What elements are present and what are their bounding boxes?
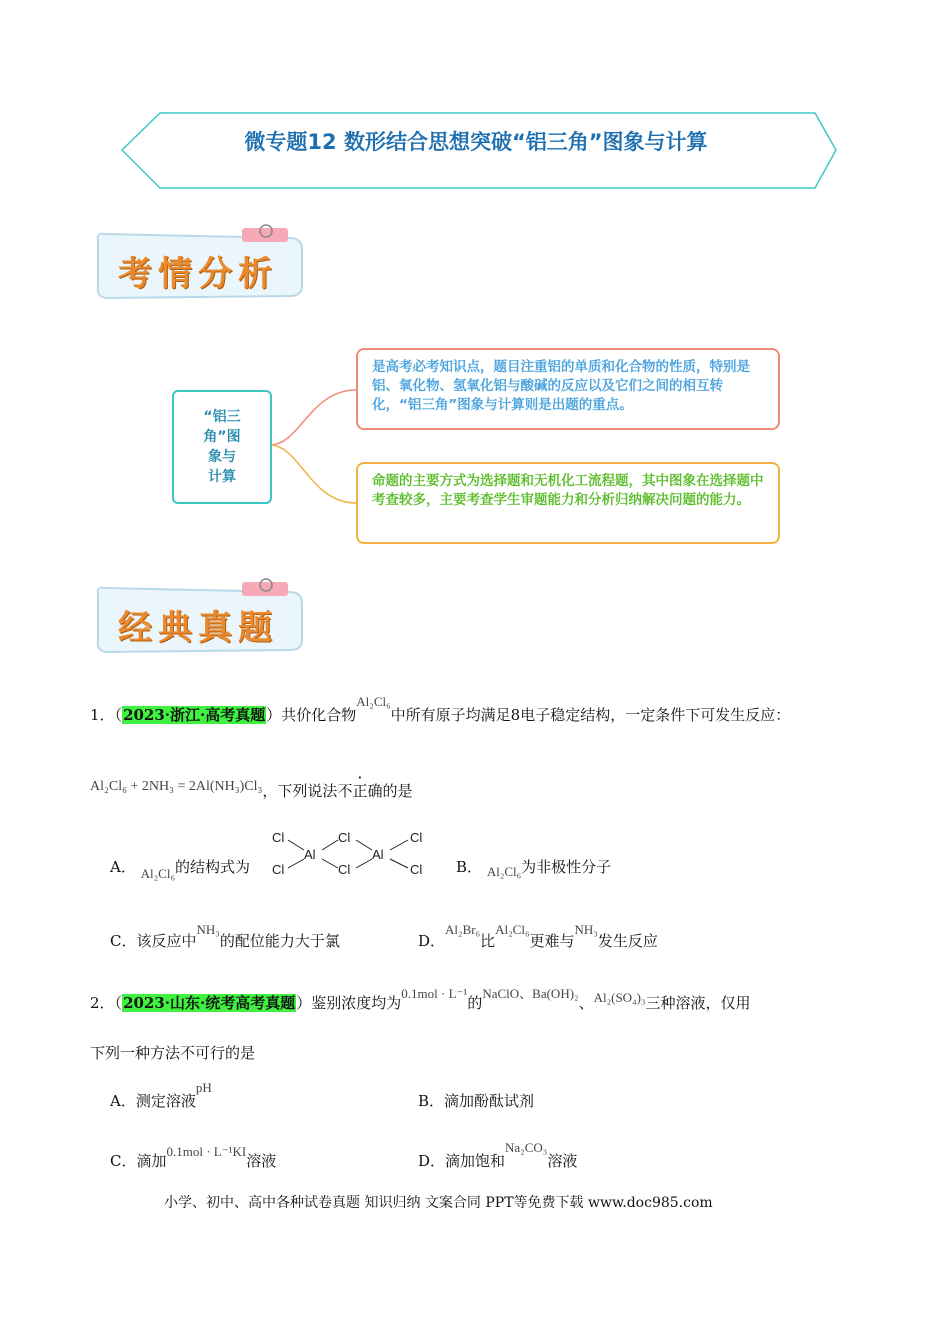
q2-option-d-formula: Na₂CO₃ [505, 1140, 548, 1155]
q2-source-badge: 2023·山东·统考高考真题 [123, 994, 296, 1012]
q2-line1 [90, 986, 751, 1013]
q1-option-c-formula: NH₃ [196, 922, 220, 937]
struct-cl: Cl [272, 830, 285, 845]
q2-option-a-formula: pH [195, 1080, 212, 1095]
mindmap-center [172, 390, 272, 504]
q2-text-a: 鉴别浓度均为 [311, 994, 402, 1012]
q2-option-c-text-a: 滴加 [136, 1152, 167, 1170]
q1-option-a [110, 856, 250, 881]
q1-option-c-text-b: 的配位能力大于氯 [219, 932, 340, 950]
q1-paren-close: ） [266, 706, 282, 724]
q1-option-d-label: D． [418, 932, 446, 950]
q1-option-b [456, 856, 611, 877]
mindmap-center-line: 象与 [207, 449, 236, 465]
q2-option-b-text: 滴加酚酞试剂 [444, 1092, 535, 1110]
q1-option-d-formula-1: Al₂Br₆ [445, 922, 481, 937]
q1-line1 [90, 694, 791, 725]
q2-number: 2． [90, 994, 115, 1012]
q2-formula-2: Al₂(SO₄)₃ [593, 990, 646, 1005]
mindmap-center-line: 计算 [207, 469, 236, 485]
q1-option-b-label: B． [456, 858, 483, 876]
q1-line2-a: ，下列说法 [262, 782, 338, 800]
struct-cl: Cl [338, 862, 351, 877]
q2-formula-1: NaClO、Ba(OH)₂ [482, 986, 579, 1001]
struct-cl: Cl [272, 862, 285, 877]
q2-option-a [110, 1080, 212, 1111]
q1-text-b: 中所有原子均满足8电子稳定结构，一定条件下可发生反应： [390, 706, 791, 724]
q2-option-c-text-b: 溶液 [246, 1152, 277, 1170]
q1-option-a-label: A． [110, 858, 136, 876]
struct-cl: Cl [410, 830, 423, 845]
al2cl6-structure [268, 826, 432, 882]
q2-option-b-label: B． [418, 1092, 445, 1110]
struct-al: Al [304, 847, 316, 862]
page-title: 微专题12 数形结合思想突破“铝三角”图象与计算 [244, 130, 708, 154]
q2-text-c: 三种溶液，仅用 [645, 994, 751, 1012]
q1-option-d-formula-3: NH₃ [574, 922, 598, 937]
mindmap-box-1: 是高考必考知识点，题目注重铝的单质和化合物的性质，特别是铝、氧化物、氢氧化铝与酸碱的反应以及它们之间的相互转化，“铝三角”图象与计算则是出题的重点。 [356, 348, 780, 430]
q1-option-d-text-a: 比 [480, 932, 496, 950]
q1-option-a-text: 的结构式为 [174, 858, 250, 876]
q1-line2 [90, 780, 412, 801]
mindmap-box-2: 命题的主要方式为选择题和无机化工流程题，其中图象在选择题中考查较多，主要考查学生审题能力和分析归纳解决问题的能力。 [356, 462, 780, 544]
q2-sep: 、 [578, 994, 594, 1012]
q1-source-badge: 2023·浙江·高考真题 [123, 706, 266, 724]
q1-option-c-label: C． [110, 932, 137, 950]
q2-option-c [110, 1144, 277, 1171]
q2-paren-close: ） [296, 994, 312, 1012]
q1-formula: Al₂Cl₆ [356, 694, 391, 709]
struct-cl: Cl [410, 862, 423, 877]
mindmap-center-line: 角”图 [203, 429, 241, 445]
q2-option-c-formula: 0.1mol · L⁻¹KI [166, 1144, 247, 1159]
q2-line2: 下列一种方法不可行的是 [90, 1044, 256, 1062]
q1-option-c [110, 922, 340, 951]
section-banner-exam: 经典真题 [118, 608, 278, 648]
section-banner-analysis: 考情分析 [118, 254, 278, 294]
struct-cl: Cl [338, 830, 351, 845]
q1-equation: Al₂Cl₆ + 2NH₃ = 2Al(NH₃)Cl₃ [90, 779, 263, 794]
q2-option-d-text-a: 滴加饱和 [445, 1152, 506, 1170]
q1-paren-open: （ [114, 706, 123, 724]
q2-option-c-label: C． [110, 1152, 137, 1170]
q1-option-a-formula: Al₂Cl₆ [140, 866, 175, 881]
q1-number: 1． [90, 706, 115, 724]
q1-option-d-text-c: 发生反应 [597, 932, 658, 950]
q2-option-d-text-b: 溶液 [547, 1152, 578, 1170]
q2-paren-open: （ [114, 994, 123, 1012]
q1-option-c-text-a: 该反应中 [136, 932, 197, 950]
q2-option-a-text: 测定溶液 [135, 1092, 196, 1110]
q1-emphasis: 不正确 [337, 782, 383, 800]
q2-option-a-label: A． [110, 1092, 136, 1110]
mindmap-center-line: “铝三 [203, 409, 241, 425]
q1-text-a: 共价化合物 [281, 706, 357, 724]
q1-option-d [418, 922, 658, 951]
page-footer: 小学、初中、高中各种试卷真题 知识归纳 文案合同 PPT等免费下载 www.doc985.com [164, 1195, 713, 1211]
q1-option-b-formula: Al₂Cl₆ [486, 864, 522, 879]
q1-line2-b: 的是 [382, 782, 413, 800]
q1-option-b-text: 为非极性分子 [521, 858, 612, 876]
q2-conc: 0.1mol · L⁻¹ [401, 986, 468, 1001]
q2-option-b [418, 1090, 534, 1111]
q2-text-b: 的 [467, 994, 483, 1012]
q1-option-d-formula-2: Al₂Cl₆ [495, 922, 530, 937]
q2-option-d [418, 1140, 578, 1171]
q1-option-d-text-b: 更难与 [529, 932, 575, 950]
struct-al: Al [372, 847, 384, 862]
q2-option-d-label: D． [418, 1152, 446, 1170]
